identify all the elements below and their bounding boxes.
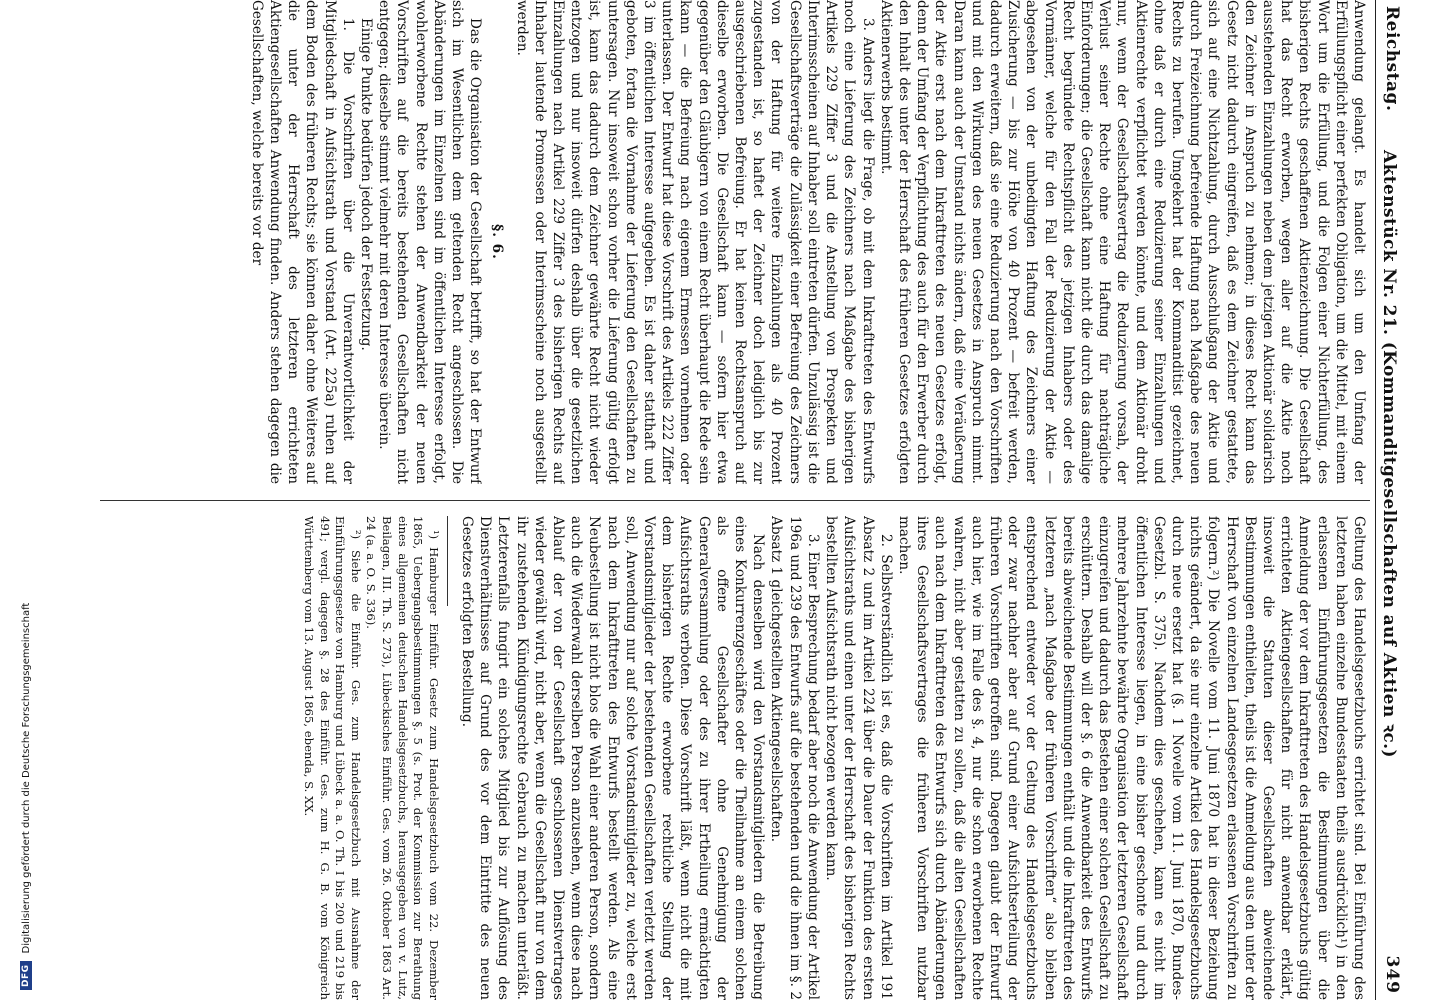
paragraph: 3. Einer Besprechung bedarf aber noch die Anwendung der Artikel 196a und 239 des Entwurfs auf die bestehenden und die ihnen im §. 2 Absatz 1 gleichgestellten Aktiengesellschaften. [768, 516, 821, 1000]
left-column [98, 0, 1368, 484]
credit-text: Digitalisierung gefördert durch die Deutsche Forschungsgemeinschaft [20, 602, 32, 954]
digitization-credit [18, 10, 34, 990]
footnote-rule [447, 516, 448, 606]
footnotes [301, 516, 441, 1000]
footnote: ¹) Hamburger Einführ. Gesetz zum Handelsgesetzbuch vom 22. Dezember 1865, Uebergangsbestimmungen §. 5 (s. Prot. der Kommission zur Berathung eines allgemeinen deutschen Handelsgesetzbuchs, herausgegeben von v. Lutz, Beilagen, III. Th. S. 273), Lübeckisches Einführ. Ges. vom 26. Oktober 1863 Art. 24 (a. a. O. S. 336). [364, 516, 441, 1000]
section-heading: §. 6. [489, 224, 506, 260]
paragraph: 3. Anders liegt die Frage, ob mit dem Inkrafttreten des Entwurfs noch eine Lieferung des Zeichners nach Maßgabe des bisherigen Artikels 229 Ziffer 3 und die Anstellung von Prospekten und Interimsscheinen auf Inhaber soll eintreten dürfen. Unzulässig ist die Gesellschaftsverträge die Zulässigkeit einer Befreiung des Zeichners von der Haftung für weitere Einzahlungen als 40 Prozent zugestanden ist, so haftet der Zeichner doch lediglich bis zur ausgeschriebenen Befreiung. Er hat keinen Rechtsanspruch auf dieselbe erworben. Die Gesellschaft kann — sofern hier etwa gegenüber den Gläubigern von einem Recht überhaupt die Rede sein kann — die Befreiung nach eigenem Ermessen vornehmen oder unterlassen. Der Entwurf hat diese Vorschrift des Artikels 222 Ziffer 3 im öffentlichen Interesse aufgegeben. Es ist daher statthaft und geboten, fortan die Vornahme der Lieferung den Gesellschaften zu untersagen. Nur insoweit schon vorher die Lieferung gültig erfolgt ist, kann das dadurch dem Zeichner gewährte Recht nicht wieder entzogen und nur insoweit dürfen deshalb über die gesetzlichen Einzahlungen nach Artikel 229 Ziffer 3 des bisherigen Rechts auf Inhaber lautende Promessen oder Interimsscheine noch ausgestellt werden. [513, 0, 876, 484]
paragraph: Geltung des Handelsgesetzbuchs errichtet sind. Bei Einführung des letzteren haben einzelne Bundesstaaten theils ausdrücklich¹) in den erlassenen Einführungsgesetzen die Bestimmungen über die Anmeldung der vor dem Inkrafttreten des Handelsgesetzbuchs gültig errichteten Aktiengesellschaften für nicht anwendbar erklärt, insoweit die Statuten dieser Gesellschaften abweichende Bestimmungen enthielten, theils ist die Anmeldung aus den unter der Herrschaft von einzelnen Landesgesetzen erlassenen Vorschriften zu folgern.²) Die Novelle vom 11. Juni 1870 hat in dieser Beziehung nichts geändert, da sie nur einzelne Artikel des Handelsgesetzbuchs durch neue ersetzt hat (§. 1 Novelle vom 11. Juni 1870, Bundes-Gesetzbl. S. 375). Nachdem dies geschehen, kann es nicht im öffentlichen Interesse liegen, in eine bisher geschonte und durch mehrere Jahrzehnte bewährte Organisation der letzteren Gesellschaft einzugreifen und dadurch das Bestehen einer solchen Gesellschaft zu erschüttern. Deshalb will der §. 6 die Anwendbarkeit des Entwurfs bereits abweichende Bestimmungen enthält und die Inkrafttreten des letzteren „nach Maßgabe der früheren Vorschriften“ also bleiben entsprechend entweder vor der Geltung des Handelsgesetzbuchs oder zwar nachher aber auf Grund einer Aufsichtserteilung der früheren Vorschriften getroffen sind. Dagegen glaubt der Entwurf auch hier, wie im Falle des §. 4, nur die schon erworbenen Rechte wahren, nicht aber gestatten zu sollen, daß die alten Gesellschaften auch nach dem Inkrafttreten des Entwurfs sich durch Abänderungen ihres Gesellschaftsvertrages die früheren Vorschriften nutzbar machen. [895, 516, 1367, 1000]
dfg-logo: DFG [20, 961, 32, 990]
paragraph: 2. Selbstverständlich ist es, daß die Vorschriften im Artikel 191 Absatz 2 und im Artikel 224 über die Dauer der Funktion des ersten Aufsichtsraths und einen unter der Herrschaft des bisherigen Rechts bestellten Aufsichtsrath nicht bezogen werden kann. [823, 516, 894, 1000]
footnote: ²) Siehe die Einführ. Ges. zum Handelsgesetzbuch mit Ausnahme der Einführungsgesetze von Hamburg und Lübeck a. a. O. Th. I bis 200 und 219 bis 491; vergl. dagegen §. 28 des Einführ. Ges. zum H. G. B. vom Königreich Württemberg vom 13. August 1865, ebenda, S. XX. [302, 516, 363, 1000]
right-column [98, 516, 1368, 1000]
column-divider [100, 500, 1370, 501]
paragraph: Nach denselben wird den Vorstandsmitgliedern die Betreibung eines Konkurrenzgeschäftes oder die Theilnahme an einem solchen als offene Gesellschafter ohne Genehmigung der Generalversammlung oder des zu ihrer Ertheilung ermächtigten Aufsichtsraths verboten. Diese Vorschrift läßt, wenn nicht die mit dem bisherigen Rechte erworbene rechtliche Stellung der Vorstandsmitglieder der bestehenden Gesellschaften verletzt werden soll, Anwendung nur auf solche Vorstandsmitglieder zu, welche erst nach dem Inkrafttreten des Entwurfs bestellt werden. Als eine Neubestellung ist nicht blos die Wahl einer anderen Person, sondern auch die Wiederwahl derselben Person anzusehen, wenn diese nach Ablauf der von der Gesellschaft geschlossenen Dienstvertrages wieder gewählt wird, nicht aber, wenn die Gesellschaft nur von dem ihr zustehenden Kündigungsrechte Gebrauch zu machen unterläßt. Letzterenfalls fungirt ein solches Mitglied bis zur Auflösung des Dienstverhältnisses auf Grund des vor dem Eintritte des neuen Gesetzes erfolgten Bestellung. [459, 516, 767, 1000]
page-header [1376, 0, 1406, 1000]
header-left: Reichstag. [1382, 6, 1402, 112]
paragraph: Anwendung gelangt. Es handelt sich um den Umfang der Erfüllungspflicht einer perfekten Obligation, um die Mittel, mit einem Wort um die Erfüllung, und die Folgen einer Nichterfüllung, des bisherigen Rechts geschaffenen Aktienzeichnung. Die Gesellschaft hat das Recht erworben, wegen aller auf die Aktie noch ausstehenden Einzahlungen neben dem jetzigen Aktionär solidarisch den Zeichner in Anspruch zu nehmen; in dieses Recht kann das Gesetz nicht dadurch eingreifen, daß es dem Zeichner gestattete, sich auf eine Nichtzahlung, durch Ausschlußgang der Aktie und durch Freizeichnung befreiende Haftung nach Maßgabe des neuen Rechts zu berufen. Umgekehrt hat der Kommanditist gezeichnet, ohne daß er durch eine Reduzierung seiner Einzahlungen und Aktienrechte verpflichtet werden könnte, und dem Aktionär droht nur, wenn der Gesellschaftsvertrag die Reduzierung vorsah, der Verlust seiner Rechte ohne eine Haftung für nachträgliche Einforderungen; die Gesellschaft kann nicht die durch das damalige Recht begründete Rechtspflicht des jetzigen Inhabers oder des Vormänner, welche für den Fall der Reduzierung der Aktie — abgesehen von der unbedingten Haftung des Zeichners einer Zusicherung — bis zur Höhe von 40 Prozent — befreit werden, dadurch erweitern, daß sie eine Reduzierung nach den Vorschriften und mit den Wirkungen des neuen Gesetzes in Anspruch nimmt. Daran kann auch der Umstand nichts ändern, daß eine Veräußerung der Aktie erst nach dem Inkrafttreten des neuen Gesetzes erfolgt, denn der Umfang der Verpflichtung des auch für den Erwerber durch den Inhalt des unter der Herrschaft des früheren Gesetzes erfolgten Aktienerwerbs bestimmt. [877, 0, 1367, 484]
digitization-credit-strip [0, 0, 32, 1000]
rotated-page-content [94, 0, 1406, 1000]
paragraph: Einige Punkte bedürfen jedoch der Festsetzung. [358, 18, 375, 351]
page-number: 349 [1382, 955, 1402, 994]
header-title: Aktenstück Nr. 21. (Kommanditgesellschaften auf Aktien ꝛc.) [1379, 150, 1399, 758]
header-rule [1375, 0, 1376, 1000]
paragraph: Das die Organisation der Gesellschaft betrifft, so hat der Entwurf sich im Wesentlichen dem geltenden Recht angeschlossen. Die Abänderungen im Einzelnen sind im öffentlichen Interesse erfolgt, wohlerworbene Rechte stehen der Anwendbarkeit der neuen Vorschriften auf die bereits bestehenden Gesellschaften nicht entgegen; dieselbe stimmt vielmehr mit deren Interesse überein. [376, 0, 484, 484]
paragraph: 1. Die Vorschriften über die Unverantwortlichkeit der Mitgliedschaft in Aufsichtsrath und Vorstand (Art. 225a) ruhen auf dem Boden des früheren Rechts; sie können daher ohne Weiteres auf die unter der Herrschaft des letzteren errichteten Aktiengesellschaften Anwendung finden. Anders stehen dagegen die Gesellschaften, welche bereits vor der [248, 0, 356, 484]
